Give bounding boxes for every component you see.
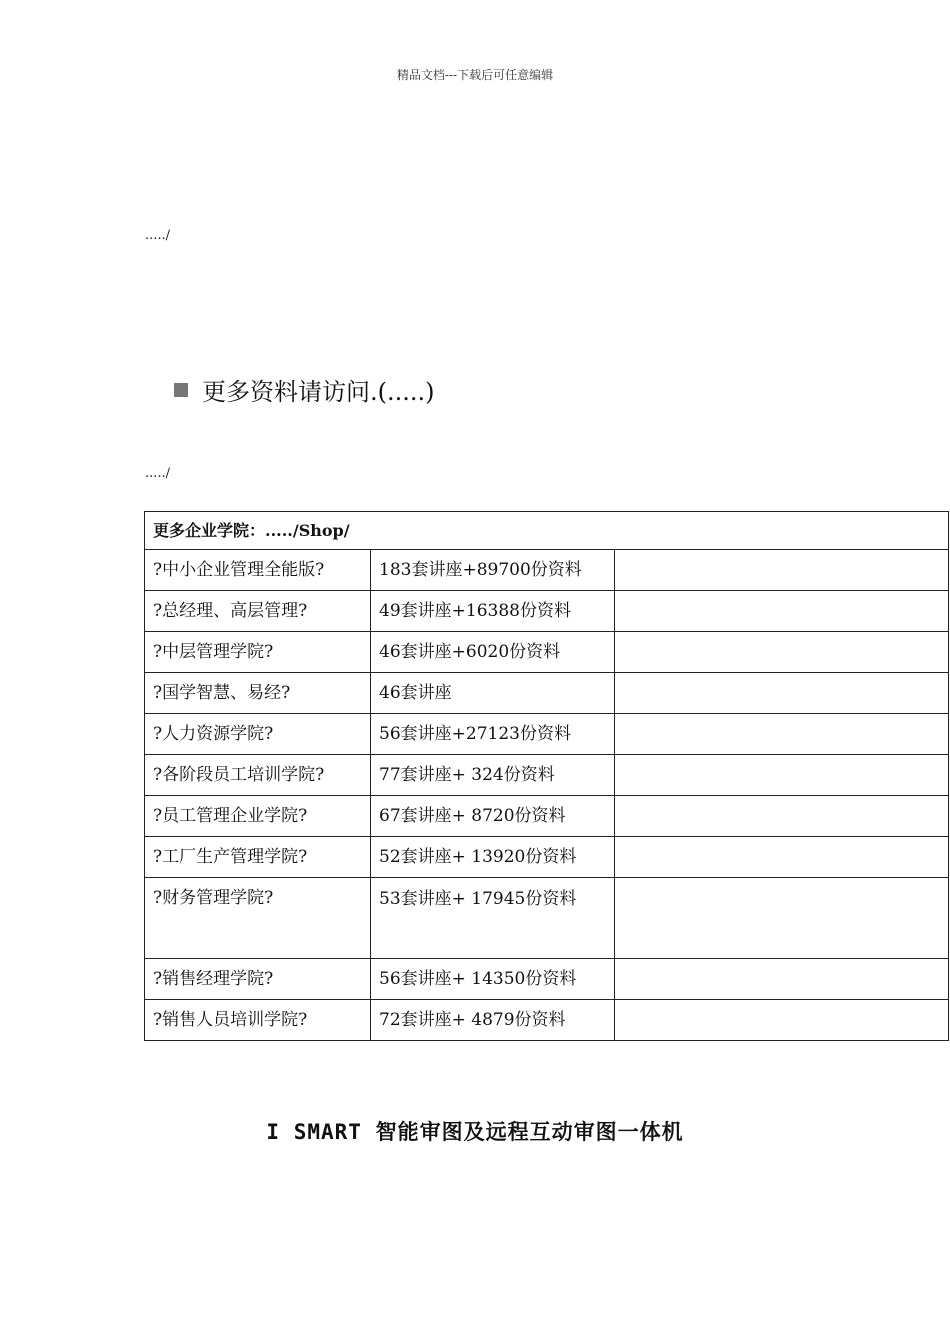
course-desc: 46套讲座+6020份资料 [371,632,615,673]
course-extra [615,837,949,878]
course-name: ?中层管理学院? [145,632,371,673]
course-desc: 49套讲座+16388份资料 [371,591,615,632]
course-name: ?工厂生产管理学院? [145,837,371,878]
document-title: I SMART 智能审图及远程互动审图一体机 [266,1120,684,1144]
course-extra [615,755,949,796]
table-row [145,878,949,959]
course-extra [615,673,949,714]
course-extra [615,632,949,673]
table-header-row [145,512,949,550]
table-row [145,1000,949,1041]
course-desc: 77套讲座+ 324份资料 [371,755,615,796]
course-desc: 56套讲座+ 14350份资料 [371,959,615,1000]
course-extra [615,878,949,959]
course-desc: 72套讲座+ 4879份资料 [371,1000,615,1041]
courses-table [144,511,949,1041]
table-row [145,959,949,1000]
table-row [145,837,949,878]
document-header-note: 精品文档---下载后可任意编辑 [396,68,554,82]
course-name: ?国学智慧、易经? [145,673,371,714]
course-desc: 56套讲座+27123份资料 [371,714,615,755]
table-row [145,550,949,591]
course-name: ?总经理、高层管理? [145,591,371,632]
table-row [145,714,949,755]
link-text-2[interactable]: ...../ [145,466,171,481]
link-text-1[interactable]: ...../ [145,228,171,243]
course-name: ?人力资源学院? [145,714,371,755]
course-extra [615,796,949,837]
table-header-cell: 更多企业学院：...../Shop/ [145,512,949,550]
table-row [145,796,949,837]
table-row [145,591,949,632]
course-extra [615,550,949,591]
table-row [145,673,949,714]
course-name: ?销售人员培训学院? [145,1000,371,1041]
square-bullet-icon [174,383,188,397]
course-extra [615,591,949,632]
course-name: ?中小企业管理全能版? [145,550,371,591]
course-name: ?财务管理学院? [145,878,371,959]
more-info-bullet [174,372,435,407]
course-desc: 183套讲座+89700份资料 [371,550,615,591]
course-name: ?员工管理企业学院? [145,796,371,837]
course-name: ?销售经理学院? [145,959,371,1000]
course-extra [615,959,949,1000]
course-extra [615,1000,949,1041]
course-extra [615,714,949,755]
course-desc: 46套讲座 [371,673,615,714]
course-desc: 53套讲座+ 17945份资料 [371,878,615,959]
course-desc: 67套讲座+ 8720份资料 [371,796,615,837]
course-name: ?各阶段员工培训学院? [145,755,371,796]
course-desc: 52套讲座+ 13920份资料 [371,837,615,878]
table-row [145,755,949,796]
more-info-text: 更多资料请访问.(.....) [202,378,435,406]
table-row [145,632,949,673]
